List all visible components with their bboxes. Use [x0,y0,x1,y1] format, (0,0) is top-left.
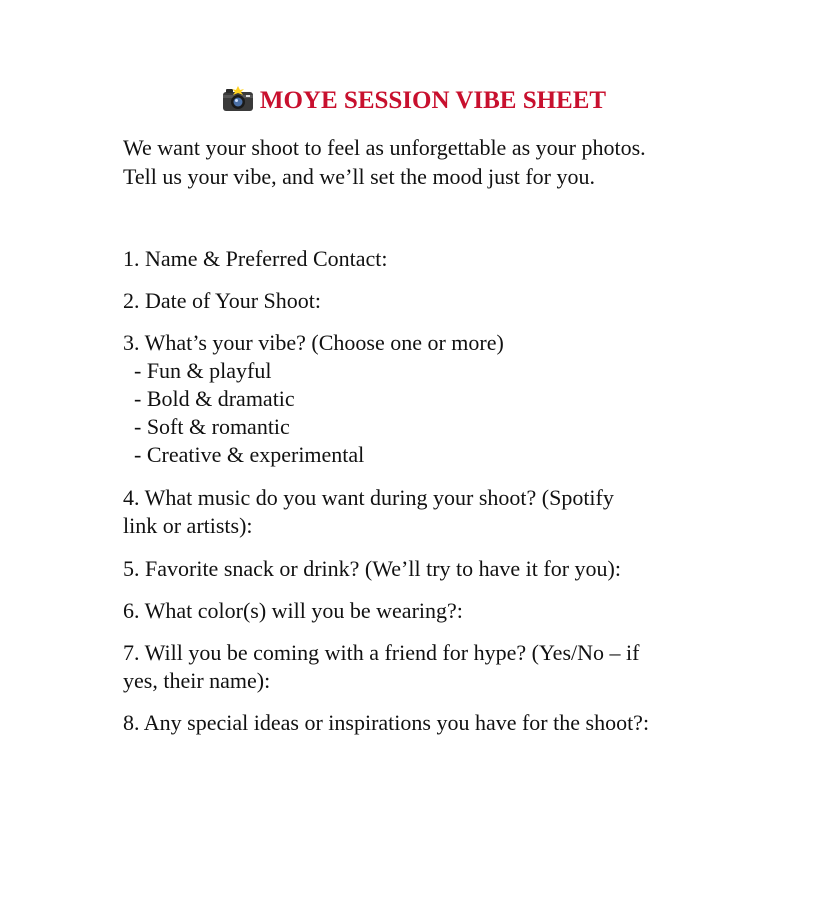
question-4-line-1: 4. What music do you want during your shoot? (Spotify [123,485,614,510]
page-title [0,86,828,116]
question-1 [123,245,763,273]
question-6 [123,597,763,625]
question-4 [123,484,763,540]
question-8 [123,709,763,737]
question-2 [123,287,763,315]
intro-line-1: We want your shoot to feel as unforgettable as your photos. [123,135,646,160]
question-8-label: 8. Any special ideas or inspirations you have for the shoot?: [123,710,650,735]
question-7-line-2: yes, their name): [123,668,271,693]
page-title-text: MOYE SESSION VIBE SHEET [259,87,607,114]
question-3 [123,329,763,469]
camera-flash-icon [222,86,254,112]
vibe-option-soft-romantic: - Soft & romantic [123,414,290,439]
question-4-line-2: link or artists): [123,513,253,538]
question-3-label: 3. What’s your vibe? (Choose one or more) [123,330,504,355]
intro-line-2: Tell us your vibe, and we’ll set the mood just for you. [123,164,595,189]
question-5 [123,555,763,583]
intro-text [123,133,763,191]
question-1-label: 1. Name & Preferred Contact: [123,246,388,271]
question-2-label: 2. Date of Your Shoot: [123,288,322,313]
question-7 [123,639,763,695]
vibe-option-creative-experimental: - Creative & experimental [123,442,365,467]
question-6-label: 6. What color(s) will you be wearing?: [123,598,463,623]
vibe-option-fun-playful: - Fun & playful [123,358,272,383]
vibe-option-bold-dramatic: - Bold & dramatic [123,386,295,411]
question-5-label: 5. Favorite snack or drink? (We’ll try to have it for you): [123,556,621,581]
question-7-line-1: 7. Will you be coming with a friend for hype? (Yes/No – if [123,640,640,665]
